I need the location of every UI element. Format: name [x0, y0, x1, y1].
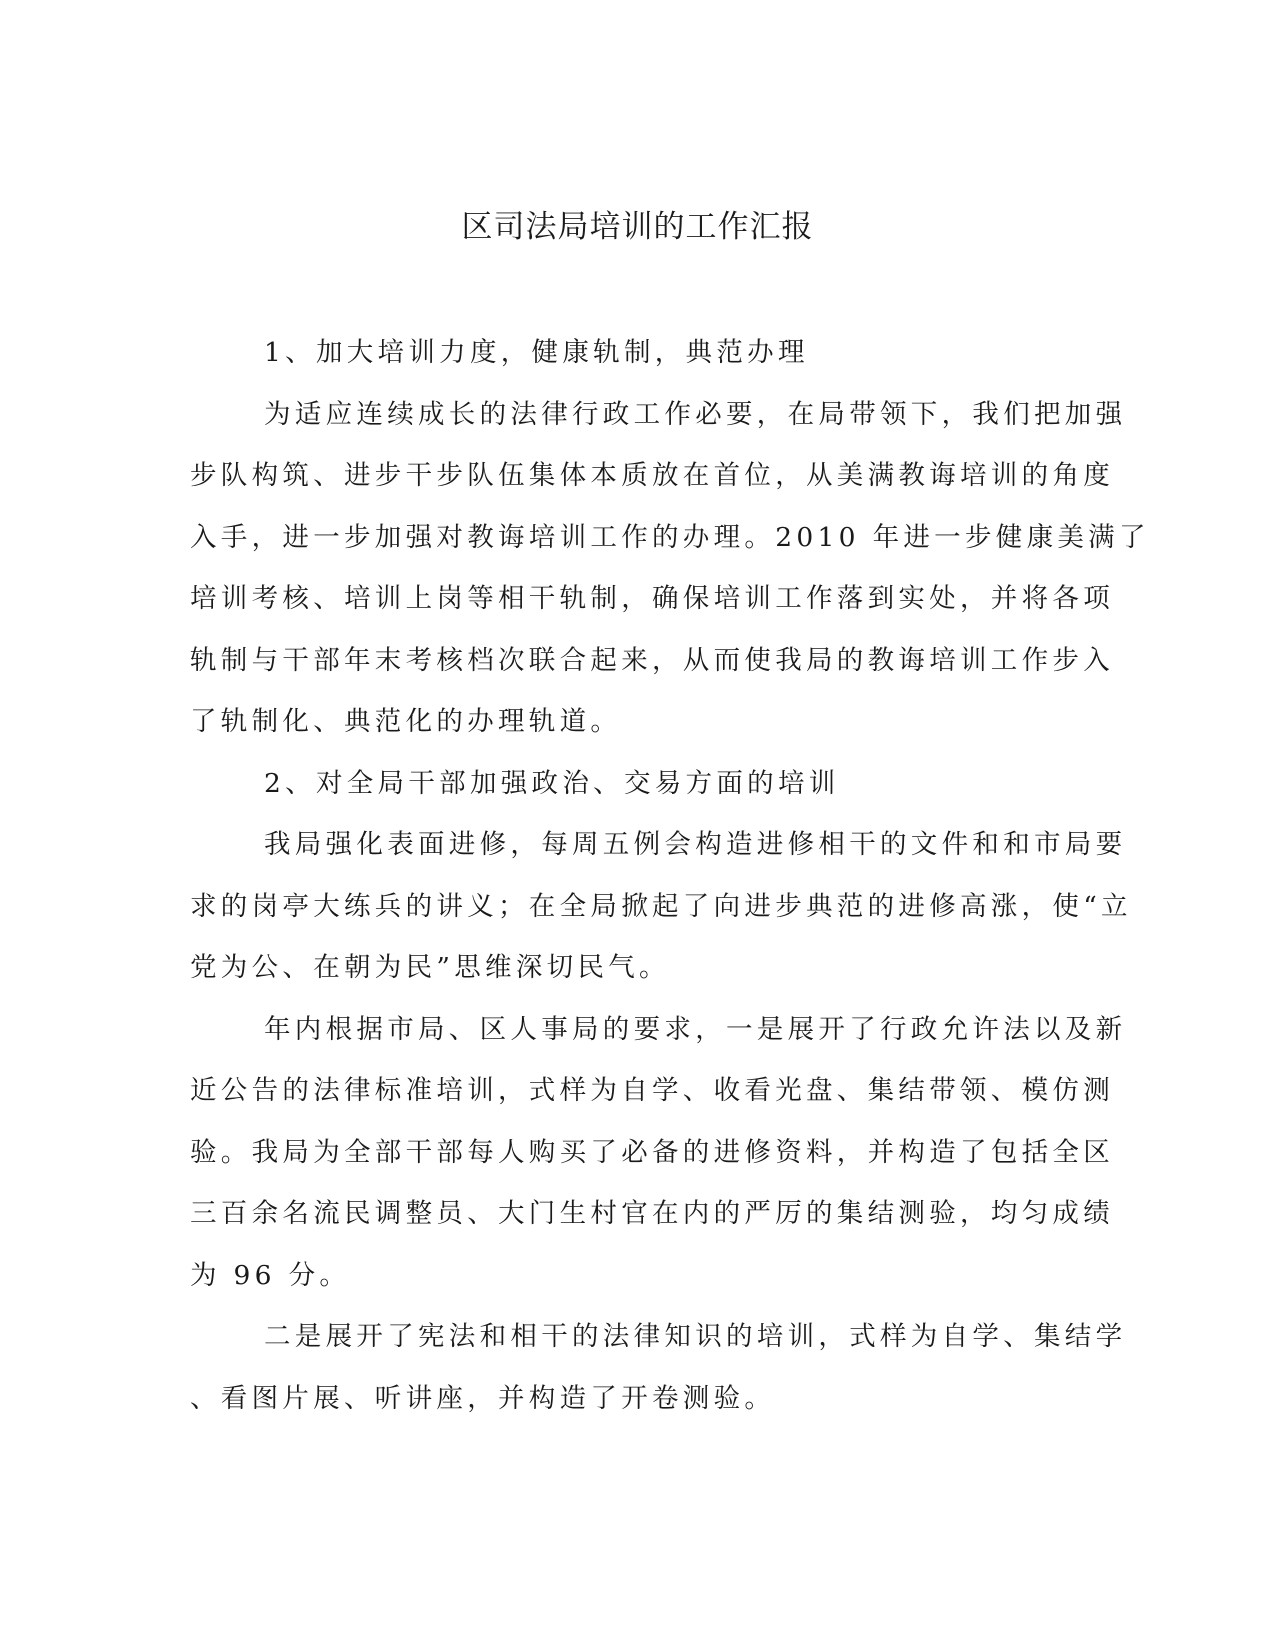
text-line: 近公告的法律标准培训，式样为自学、收看光盘、集结带领、模仿测 — [190, 1075, 1114, 1106]
text-line: 为 96 分。 — [190, 1259, 351, 1291]
text-line: 党为公、在朝为民”思维深切民气。 — [190, 952, 670, 983]
text-line: 步队构筑、进步干步队伍集体本质放在首位，从美满教诲培训的角度 — [190, 460, 1114, 491]
text-line: 培训考核、培训上岗等相干轨制，确保培训工作落到实处，并将各项 — [190, 583, 1114, 614]
heading-2 — [190, 753, 1085, 815]
text-line: 2、对全局干部加强政治、交易方面的培训 — [264, 767, 840, 799]
text-line: 我局强化表面进修，每周五例会构造进修相干的文件和和市局要 — [264, 829, 1127, 860]
text-line: 求的岗亭大练兵的讲义；在全局掀起了向进步典范的进修高涨，使“立 — [190, 890, 1132, 922]
paragraph-3 — [190, 999, 1127, 1307]
text-line: 验。我局为全部干部每人购买了必备的进修资料，并构造了包括全区 — [190, 1136, 1114, 1168]
text-line: 轨制与干部年末考核档次联合起来，从而使我局的教诲培训工作步入 — [190, 644, 1114, 676]
text-line: 1、加大培训力度，健康轨制，典范办理 — [264, 337, 809, 368]
paragraph-1 — [190, 384, 1150, 753]
paragraph-2 — [190, 814, 1132, 999]
paragraph-4 — [190, 1306, 1127, 1429]
text-line: 二是展开了宪法和相干的法律知识的培训，式样为自学、集结学 — [264, 1321, 1127, 1352]
text-line: 为适应连续成长的法律行政工作必要，在局带领下，我们把加强 — [264, 398, 1127, 430]
text-line: 三百余名流民调整员、大门生村官在内的严厉的集结测验，均匀成绩 — [190, 1198, 1114, 1229]
text-line: 入手，进一步加强对教诲培训工作的办理。2010 年进一步健康美满了 — [190, 521, 1150, 553]
document-title: 区司法局培训的工作汇报 — [461, 209, 814, 245]
text-line: 了轨制化、典范化的办理轨道。 — [190, 706, 622, 737]
heading-1 — [190, 322, 1085, 384]
document-body — [190, 322, 1150, 1429]
text-line: 、看图片展、听讲座，并构造了开卷测验。 — [190, 1382, 776, 1414]
text-line: 年内根据市局、区人事局的要求，一是展开了行政允许法以及新 — [264, 1013, 1127, 1045]
